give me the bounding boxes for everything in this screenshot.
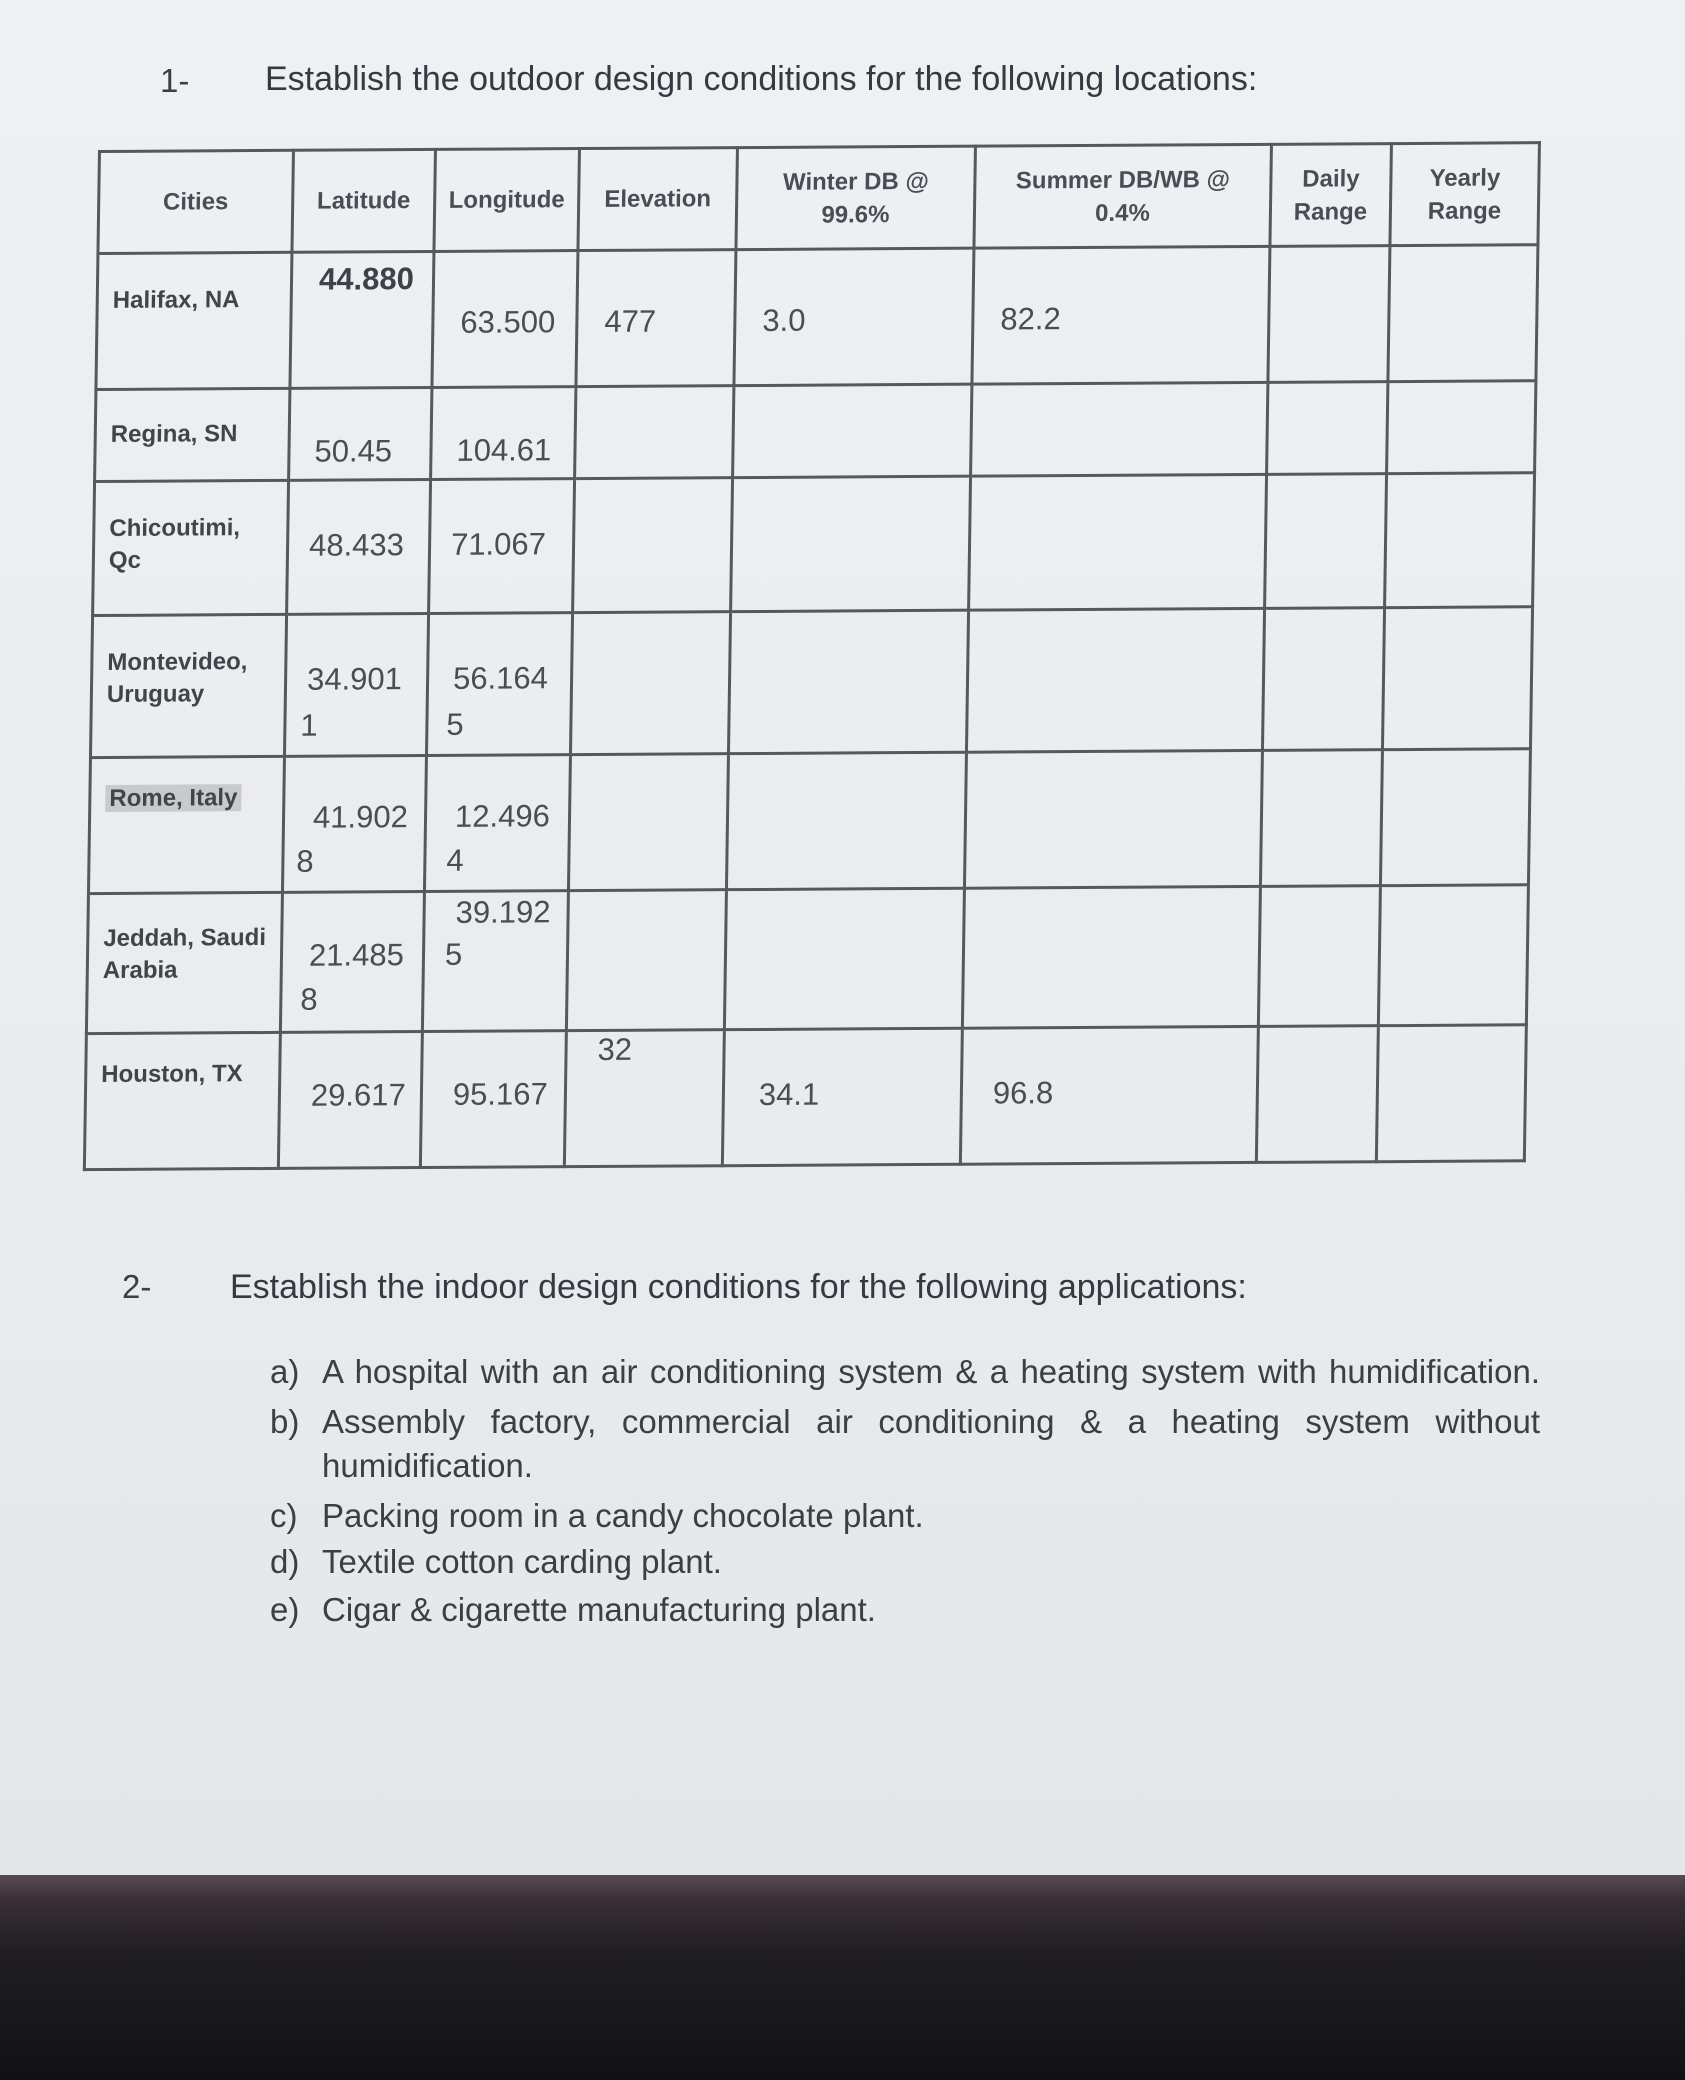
table-row: [86, 885, 1528, 1034]
longitude-cell: 39.192 5: [422, 891, 568, 1032]
elevation-cell: 477: [576, 250, 736, 387]
daily-range-cell: [1262, 608, 1384, 751]
list-item-text: Textile cotton carding plant.: [322, 1543, 722, 1580]
table-row: [84, 1025, 1526, 1170]
elevation-cell: 32: [564, 1030, 724, 1167]
list-item-text: Packing room in a candy chocolate plant.: [322, 1497, 924, 1534]
longitude-cell: 12.496 4: [424, 755, 570, 892]
question-2-text: Establish the indoor design conditions for the following applications:: [230, 1268, 1247, 1306]
elevation-cell: [566, 890, 726, 1031]
yearly-range-cell: [1376, 1025, 1526, 1162]
winter-cell: [724, 888, 964, 1029]
city-cell: Houston, TX: [84, 1032, 280, 1169]
table-row: [90, 607, 1532, 758]
list-item: [270, 1400, 1540, 1488]
list-item-text: Assembly factory, commercial air conditioning & a heating system without humidification.: [322, 1403, 1540, 1484]
daily-range-cell: [1260, 750, 1382, 887]
daily-range-cell: [1256, 1026, 1378, 1163]
header-winter-db: Winter DB @ 99.6%: [736, 146, 976, 249]
yearly-range-cell: [1385, 473, 1535, 608]
yearly-range-cell: [1378, 885, 1528, 1026]
summer-cell: [962, 886, 1260, 1028]
winter-cell: [728, 610, 968, 753]
question-1-text: Establish the outdoor design conditions for the following locations:: [265, 60, 1258, 98]
list-item-label: b): [270, 1403, 300, 1440]
daily-range-cell: [1258, 886, 1380, 1027]
city-cell: Regina, SN: [95, 388, 290, 481]
daily-range-cell: [1268, 246, 1390, 383]
winter-cell: [726, 752, 966, 889]
winter-cell: 3.0: [734, 248, 974, 385]
city-cell: Chicoutimi, Qc: [93, 480, 289, 615]
list-item: [270, 1540, 1540, 1584]
header-row: [98, 143, 1539, 254]
latitude-cell: 21.485 8: [280, 892, 424, 1033]
latitude-cell: 34.901 1: [284, 613, 428, 756]
summer-cell: [969, 474, 1267, 610]
table-row: [96, 245, 1538, 390]
latitude-cell: 41.902 8: [282, 756, 426, 893]
table-row: [95, 381, 1536, 482]
table-row: [88, 749, 1530, 894]
summer-cell: 82.2: [972, 246, 1270, 384]
elevation-cell: [568, 754, 728, 891]
longitude-cell: 56.164 5: [426, 613, 572, 756]
latitude-cell: 29.617: [278, 1032, 422, 1169]
monitor-bezel: [0, 1875, 1685, 2080]
elevation-cell: [573, 478, 733, 613]
yearly-range-cell: [1380, 749, 1530, 886]
daily-range-cell: [1265, 474, 1387, 609]
yearly-range-cell: [1388, 245, 1538, 382]
question-1-number: 1-: [160, 62, 190, 99]
list-item-text: Cigar & cigarette manufacturing plant.: [322, 1591, 876, 1628]
header-longitude: Longitude: [434, 149, 580, 252]
longitude-cell: 71.067: [429, 479, 575, 614]
list-item-label: c): [270, 1497, 298, 1534]
list-item-text: A hospital with an air conditioning system & a heating system with humidification.: [322, 1353, 1540, 1390]
winter-cell: 34.1: [722, 1028, 962, 1165]
list-item-label: d): [270, 1543, 300, 1580]
summer-cell: [964, 750, 1262, 888]
list-item: [270, 1494, 1540, 1538]
elevation-cell: [570, 612, 730, 755]
longitude-cell: 63.500: [432, 251, 578, 388]
applications-list: [270, 1350, 1540, 1634]
city-cell: Rome, Italy: [88, 756, 284, 893]
header-elevation: Elevation: [578, 148, 738, 251]
yearly-range-cell: [1382, 607, 1532, 750]
daily-range-cell: [1267, 382, 1388, 475]
latitude-cell: 44.880: [290, 251, 434, 388]
outdoor-conditions-table: [83, 141, 1541, 1171]
header-summer-db-wb: Summer DB/WB @ 0.4%: [974, 144, 1272, 248]
summer-cell: [971, 382, 1268, 476]
list-item: [270, 1350, 1540, 1394]
list-item-label: a): [270, 1353, 300, 1390]
header-daily-range: Daily Range: [1270, 144, 1392, 247]
list-item-label: e): [270, 1591, 300, 1628]
city-cell: Jeddah, Saudi Arabia: [86, 892, 282, 1033]
winter-cell: [731, 476, 971, 611]
summer-cell: 96.8: [960, 1026, 1258, 1164]
winter-cell: [733, 384, 972, 477]
yearly-range-cell: [1387, 381, 1536, 474]
latitude-cell: 50.45: [289, 387, 432, 480]
header-cities: Cities: [98, 150, 294, 253]
header-latitude: Latitude: [292, 149, 436, 252]
longitude-cell: 95.167: [420, 1031, 566, 1168]
question-2-number: 2-: [122, 1268, 152, 1305]
latitude-cell: 48.433: [287, 479, 431, 614]
summer-cell: [966, 608, 1264, 752]
list-item: [270, 1588, 1540, 1632]
table-row: [93, 473, 1535, 616]
longitude-cell: 104.61: [431, 387, 576, 480]
elevation-cell: [575, 386, 734, 479]
header-yearly-range: Yearly Range: [1390, 143, 1540, 246]
city-cell: Montevideo, Uruguay: [90, 614, 286, 757]
city-cell: Halifax, NA: [96, 252, 292, 389]
